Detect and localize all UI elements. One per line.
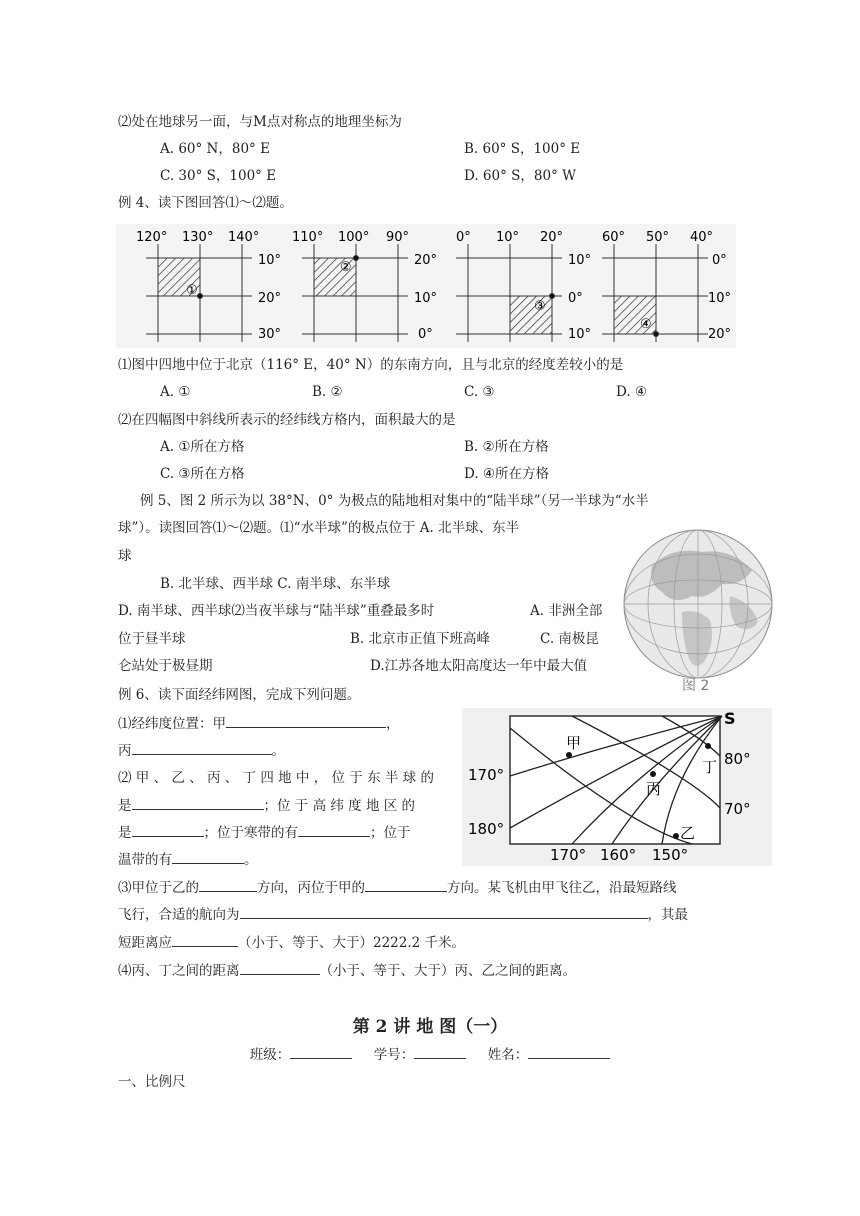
ex4-grid-figures (116, 224, 736, 348)
grid-1-lat-2: 20° (258, 291, 282, 306)
q2-option-b: B. 60° S，100° E (464, 141, 581, 157)
ex6-p3-label-qizui: ，其最 (647, 907, 688, 923)
lecture-info-row (0, 1043, 860, 1063)
ex6-p2-line-b (118, 795, 415, 816)
ex4-q1-option-c: C. ③ (464, 384, 495, 400)
student-id-label: 学号： (373, 1047, 415, 1063)
ex6-p1-line-b: 丙 。 (118, 740, 285, 761)
answer-blank-jia[interactable] (226, 713, 386, 728)
answer-blank-frigid-zone[interactable] (298, 822, 370, 837)
grid-3-mark: ③ (534, 299, 546, 314)
map-label-jia: 甲 (566, 734, 582, 752)
grid-1-mark: ① (186, 283, 198, 298)
name-field[interactable] (528, 1044, 610, 1059)
answer-blank-temperate-zone[interactable] (172, 849, 244, 864)
map-label-s: S (724, 709, 736, 728)
grid-1-lat-1: 10° (258, 253, 282, 268)
map-label-lon-160: 160° (600, 846, 637, 864)
grid-2-mark: ② (340, 260, 352, 275)
ex4-q1-option-a: A. ① (160, 384, 191, 400)
map-label-lon-170-bottom: 170° (550, 846, 587, 864)
ex6-p3-label-flight: 方向。某飞机由甲飞往乙，沿最短路线 (447, 880, 677, 896)
q2-option-c: C. 30° S，100° E (160, 168, 277, 184)
ex6-title: 例 6、读下面经纬网图，完成下列问题。 (118, 687, 361, 703)
ex6-p2-line-a: ⑵ 甲 、 乙 、 丙 、 丁 四 地 中 ， 位 于 东 半 球 的 (118, 770, 434, 786)
student-id-field[interactable] (414, 1044, 466, 1059)
ex6-p2-label-frigid: ；位于寒带的有 (203, 825, 298, 841)
grid-2-lon-3: 90° (386, 230, 410, 245)
map-label-lon-170-left: 170° (468, 766, 505, 784)
q2-stem: ⑵处在地球另一面，与M点对称点的地理坐标为 (118, 114, 402, 130)
ex4-q1-option-b: B. ② (312, 384, 343, 400)
q2-option-a: A. 60° N，80° E (160, 141, 270, 157)
grid-1-lon-2: 130° (182, 230, 214, 245)
ex5-line-7a: 仑站处于极昼期 (118, 658, 213, 674)
ex5-line-6b: B. 北京市正值下班高峰 (350, 631, 491, 647)
map-label-bing: 丙 (646, 780, 662, 798)
ex6-p2-label-temperate: 温带的有 (118, 852, 172, 868)
ex5-line-6a: 位于昼半球 (118, 631, 186, 647)
ex4-title: 例 4、读下图回答⑴～⑵题。 (118, 195, 293, 211)
ex6-p3-label-jia-of-yi: ⑶甲位于乙的 (118, 880, 199, 896)
ex5-line-7b: D.江苏各地太阳高度达一年中最大值 (370, 658, 588, 674)
answer-blank-bing-direction[interactable] (365, 877, 447, 892)
answer-blank-distance[interactable] (172, 932, 238, 947)
ex6-p1-label-jia: ⑴经纬度位置：甲 (118, 716, 226, 732)
section-scale: 一、比例尺 (118, 1074, 186, 1090)
ex6-p2-label-high-lat: ；位 于 高 纬 度 地 区 的 (263, 798, 416, 814)
ex6-p3-label-distance: 短距离应 (118, 935, 172, 951)
grid-2-lat-1: 20° (414, 253, 438, 268)
class-field[interactable] (290, 1044, 352, 1059)
grid-1-lon-1: 120° (136, 230, 168, 245)
ex4-q2-option-b: B. ②所在方格 (464, 439, 549, 455)
ex4-q2-option-d: D. ④所在方格 (464, 466, 550, 482)
lecture-title: 第 2 讲 地 图（一） (352, 1017, 508, 1037)
grid-1-lat-3: 30° (258, 327, 282, 342)
ex5-line-2: 球”）。读图回答⑴～⑵题。⑴“水半球”的极点位于 A. 北半球、东半 (118, 520, 520, 536)
grid-2-lon-2: 100° (338, 230, 370, 245)
ex5-line-4: B. 北半球、西半球 C. 南半球、东半球 (160, 576, 391, 592)
ex6-p3-label-bing-of-jia: 方向，丙位于甲的 (257, 880, 365, 896)
ex6-p2-line-c (118, 822, 411, 843)
grid-3-lon-2: 10° (496, 230, 520, 245)
ex6-p2-label-weiyu: ；位于 (370, 825, 411, 841)
globe-fig-label: 图 2 (682, 678, 710, 694)
grid-3-lon-3: 20° (540, 230, 564, 245)
ex6-p3-line-b (118, 904, 688, 925)
ex6-p3-line-a (118, 877, 677, 898)
answer-blank-bing[interactable] (132, 740, 272, 755)
map-label-lon-180: 180° (468, 820, 505, 838)
grid-3-lon-1: 0° (456, 230, 471, 245)
ex6-p1-line-a: ⑴经纬度位置：甲 ， (118, 713, 400, 734)
ex5-line-5a: D. 南半球、西半球⑵当夜半球与“陆半球”重叠最多时 (118, 603, 435, 619)
answer-blank-high-latitude[interactable] (132, 822, 204, 837)
map-label-yi: 乙 (680, 824, 696, 842)
q2-option-d: D. 60° S，80° W (464, 168, 576, 184)
grid-2-lon-1: 110° (292, 230, 324, 245)
map-label-lat-80: 80° (724, 750, 751, 768)
ex6-p2-label-shi-2: 是 (118, 825, 132, 841)
grid-2-lat-2: 10° (414, 291, 438, 306)
ex6-p3-label-km: （小于、等于、大于）2222.2 千米。 (238, 935, 466, 951)
grid-1-lon-3: 140° (228, 230, 260, 245)
map-label-lon-150: 150° (652, 846, 689, 864)
answer-blank-jia-direction[interactable] (199, 877, 257, 892)
name-label: 姓名： (487, 1047, 529, 1063)
grid-4-lon-1: 60° (602, 230, 626, 245)
grid-2-lat-3: 0° (418, 327, 433, 342)
grid-3-lat-2: 0° (568, 291, 583, 306)
grid-4-lat-2: 10° (708, 291, 732, 306)
ex5-line-1: 例 5、图 2 所示为以 38°N、0° 为极点的陆地相对集中的“陆半球”（另一半球为“水半 (140, 493, 649, 509)
graticule-map (462, 708, 772, 866)
map-label-ding: 丁 (702, 758, 718, 776)
class-label: 班级： (249, 1047, 291, 1063)
ex6-p2-line-d: 温带的有 。 (118, 849, 258, 870)
ex4-q2-option-c: C. ③所在方格 (160, 466, 245, 482)
ex5-line-6c: C. 南极昆 (540, 631, 599, 647)
grid-4-lon-2: 50° (646, 230, 670, 245)
answer-blank-heading[interactable] (240, 904, 648, 919)
answer-blank-east-hemisphere[interactable] (132, 795, 264, 810)
grid-3-lat-3: 10° (568, 327, 592, 342)
ex5-line-3: 球 (118, 548, 132, 564)
grid-4-lat-3: 20° (708, 327, 732, 342)
ex6-p1-label-bing: 丙 (118, 743, 132, 759)
ex6-p4-label: ⑷丙、丁之间的距离 (118, 963, 240, 979)
grid-4-lat-1: 0° (712, 253, 727, 268)
ex6-p3-line-c (118, 932, 465, 953)
ex4-q2-option-a: A. ①所在方格 (160, 439, 245, 455)
ex6-p4-line (118, 960, 576, 981)
ex6-p3-label-heading: 飞行，合适的航向为 (118, 907, 240, 923)
answer-blank-compare[interactable] (240, 960, 320, 975)
grid-4-mark: ④ (640, 317, 652, 332)
globe-figure (612, 526, 784, 696)
map-label-lat-70: 70° (724, 800, 751, 818)
ex6-p2-label-shi: 是 (118, 798, 132, 814)
ex4-q2-stem: ⑵在四幅图中斜线所表示的经纬线方格内，面积最大的是 (118, 412, 456, 428)
grid-3-lat-1: 10° (568, 253, 592, 268)
ex5-line-5b: A. 非洲全部 (530, 603, 603, 619)
grid-4-lon-3: 40° (690, 230, 714, 245)
ex6-p4-label-tail: （小于、等于、大于）丙、乙之间的距离。 (319, 963, 576, 979)
ex4-q1-stem: ⑴图中四地中位于北京（116° E，40° N）的东南方向，且与北京的经度差较小的是 (118, 357, 624, 373)
ex4-q1-option-d: D. ④ (616, 384, 648, 400)
